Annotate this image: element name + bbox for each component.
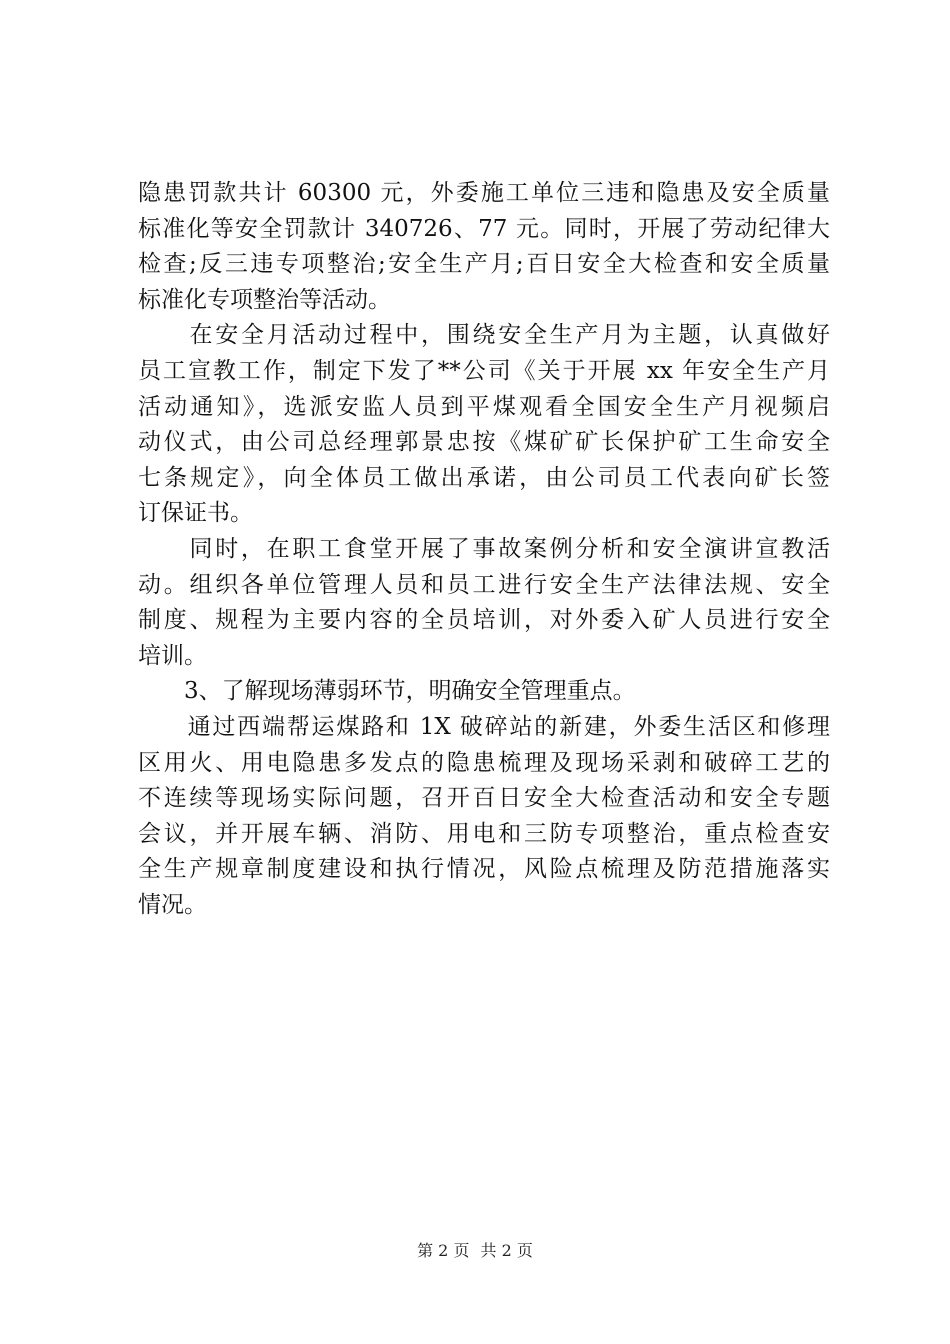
body-line-14: 培训。 xyxy=(138,642,207,669)
page-footer xyxy=(0,1241,950,1261)
body-line-11: 同时，在职工食堂开展了事故案例分析和安全演讲宣教活 xyxy=(138,535,830,562)
document-body xyxy=(138,176,830,923)
section-heading: 3、了解现场薄弱环节，明确安全管理重点。 xyxy=(138,678,636,705)
body-line-19: 会议，并开展车辆、消防、用电和三防专项整治，重点检查安 xyxy=(138,820,830,847)
body-line-3: 检查;反三违专项整治;安全生产月;百日安全大检查和安全质量 xyxy=(138,251,830,278)
body-line-9: 七条规定》，向全体员工做出承诺，由公司员工代表向矿长签 xyxy=(138,464,830,491)
body-line-16: 通过西端帮运煤路和 1X 破碎站的新建，外委生活区和修理 xyxy=(138,713,830,740)
body-line-18: 不连续等现场实际问题，召开百日安全大检查活动和安全专题 xyxy=(138,785,830,812)
page-number-total: 共 2 页 xyxy=(480,1241,533,1260)
body-line-2: 标准化等安全罚款计 340726、77 元。同时，开展了劳动纪律大 xyxy=(138,215,830,242)
body-line-17: 区用火、用电隐患多发点的隐患梳理及现场采剥和破碎工艺的 xyxy=(138,749,830,776)
body-line-5: 在安全月活动过程中，围绕安全生产月为主题，认真做好 xyxy=(138,322,830,349)
body-line-6: 员工宣教工作，制定下发了**公司《关于开展 xx 年安全生产月 xyxy=(138,357,830,384)
body-line-7: 活动通知》，选派安监人员到平煤观看全国安全生产月视频启 xyxy=(138,393,830,420)
body-line-21: 情况。 xyxy=(138,891,207,918)
body-line-1: 隐患罚款共计 60300 元，外委施工单位三违和隐患及安全质量 xyxy=(138,180,830,206)
page-number-current: 第 2 页 xyxy=(417,1241,470,1260)
body-line-10: 订保证书。 xyxy=(138,500,253,527)
body-line-13: 制度、规程为主要内容的全员培训，对外委入矿人员进行安全 xyxy=(138,607,830,634)
body-line-8: 动仪式，由公司总经理郭景忠按《煤矿矿长保护矿工生命安全 xyxy=(138,429,830,456)
body-line-12: 动。组织各单位管理人员和员工进行安全生产法律法规、安全 xyxy=(138,571,830,598)
body-line-20: 全生产规章制度建设和执行情况，风险点梳理及防范措施落实 xyxy=(138,856,830,883)
body-line-4: 标准化专项整治等活动。 xyxy=(138,286,391,313)
